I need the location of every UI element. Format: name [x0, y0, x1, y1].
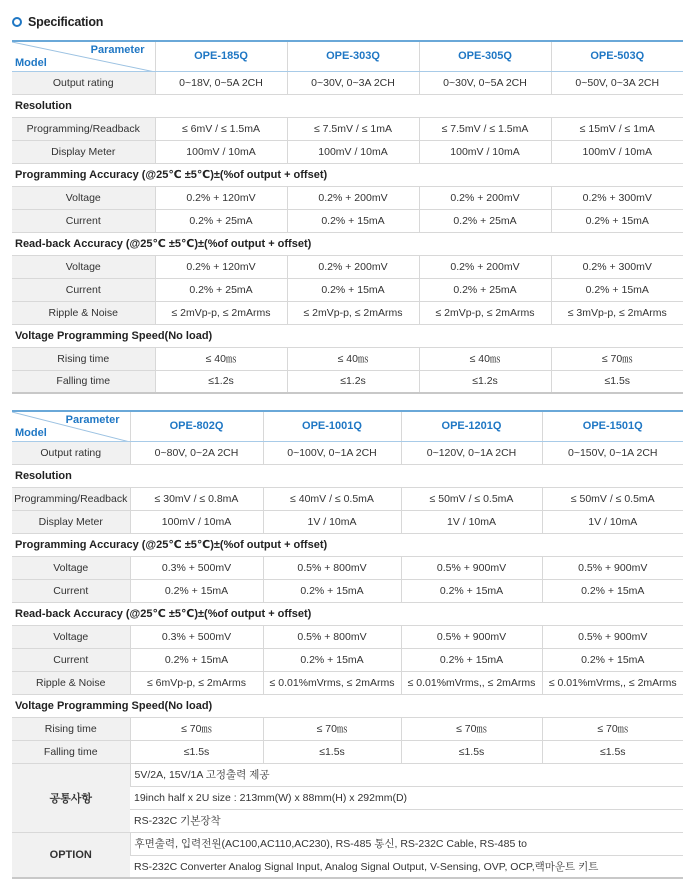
table-cell: 0.2% + 200mV: [287, 255, 419, 278]
table-cell: 100mV / 10mA: [130, 510, 263, 533]
model-header: OPE-802Q: [130, 411, 263, 441]
row-label: Current: [12, 579, 130, 602]
table-cell: 0.2% + 120mV: [155, 186, 287, 209]
table-cell: 0.5% + 900mV: [401, 625, 542, 648]
row-label: Rising time: [12, 717, 130, 740]
common-line: 5V/2A, 15V/1A 고정출력 제공: [130, 763, 683, 786]
table-cell: 0.5% + 800mV: [263, 625, 401, 648]
section-row: [12, 464, 683, 487]
table-cell: ≤ 70㎳: [401, 717, 542, 740]
table-cell: ≤1.2s: [287, 370, 419, 393]
table-cell: 0.3% + 500mV: [130, 556, 263, 579]
table-row: [12, 717, 683, 740]
row-label: Voltage: [12, 255, 155, 278]
table-cell: ≤ 0.01%mVrms,, ≤ 2mArms: [542, 671, 683, 694]
section-row: [12, 602, 683, 625]
row-label: Display Meter: [12, 510, 130, 533]
table-row: [12, 186, 683, 209]
table-cell: 1V / 10mA: [542, 510, 683, 533]
row-label: Programming/Readback: [12, 117, 155, 140]
table-row: [12, 209, 683, 232]
table-cell: 100mV / 10mA: [155, 140, 287, 163]
table-cell: ≤ 70㎳: [130, 717, 263, 740]
table-row: [12, 510, 683, 533]
table-cell: 1V / 10mA: [263, 510, 401, 533]
table-row: [12, 441, 683, 464]
table-cell: 0.2% + 120mV: [155, 255, 287, 278]
section-row: [12, 324, 683, 347]
model-header: OPE-185Q: [155, 41, 287, 71]
common-line: RS-232C 기본장착: [130, 809, 683, 832]
table-cell: 0.2% + 15mA: [287, 209, 419, 232]
model-header: OPE-1501Q: [542, 411, 683, 441]
row-label: Current: [12, 209, 155, 232]
row-label: Rising time: [12, 347, 155, 370]
table-cell: ≤ 7.5mV / ≤ 1mA: [287, 117, 419, 140]
corner-model-label: Model: [15, 426, 47, 439]
table-cell: 0~18V, 0~5A 2CH: [155, 71, 287, 94]
model-header: OPE-503Q: [551, 41, 683, 71]
table-cell: 0.5% + 900mV: [542, 625, 683, 648]
table-cell: 0~80V, 0~2A 2CH: [130, 441, 263, 464]
section-title: [12, 13, 103, 31]
table-cell: 0.2% + 300mV: [551, 255, 683, 278]
table-cell: 0.2% + 15mA: [401, 579, 542, 602]
row-label: Programming/Readback: [12, 487, 130, 510]
table-cell: ≤ 40mV / ≤ 0.5mA: [263, 487, 401, 510]
table-cell: ≤ 70㎳: [551, 347, 683, 370]
table-cell: 100mV / 10mA: [419, 140, 551, 163]
section-row: [12, 694, 683, 717]
table-row: [12, 278, 683, 301]
section-title-text: Specification: [28, 15, 104, 29]
spec-table-2: [12, 410, 683, 879]
row-label: Current: [12, 648, 130, 671]
row-label: Voltage: [12, 625, 130, 648]
table-cell: 0.5% + 800mV: [263, 556, 401, 579]
table-cell: 0.2% + 15mA: [542, 648, 683, 671]
option-label: OPTION: [12, 832, 130, 878]
table-cell: ≤1.5s: [551, 370, 683, 393]
table-row: [12, 140, 683, 163]
table-cell: 0.2% + 15mA: [130, 579, 263, 602]
table-cell: 0~30V, 0~5A 2CH: [419, 71, 551, 94]
corner-cell: [12, 41, 155, 71]
table-row: [12, 117, 683, 140]
row-label: Current: [12, 278, 155, 301]
table-cell: 0~150V, 0~1A 2CH: [542, 441, 683, 464]
table-cell: ≤1.2s: [155, 370, 287, 393]
table-row: [12, 671, 683, 694]
table-cell: 0.2% + 15mA: [551, 278, 683, 301]
table-cell: 0.2% + 15mA: [542, 579, 683, 602]
table-row: [12, 625, 683, 648]
table-cell: ≤ 0.01%mVrms, ≤ 2mArms: [263, 671, 401, 694]
table-cell: 0.2% + 200mV: [419, 186, 551, 209]
table-cell: ≤ 40㎳: [419, 347, 551, 370]
corner-parameter-label: Parameter: [90, 44, 145, 56]
table-cell: 0.2% + 200mV: [419, 255, 551, 278]
table-row: [12, 740, 683, 763]
section-heading: Resolution: [12, 94, 683, 117]
table-row: [12, 255, 683, 278]
table-cell: 0.2% + 25mA: [419, 209, 551, 232]
common-row: [12, 763, 683, 786]
row-label: Ripple & Noise: [12, 671, 130, 694]
common-line: 19inch half x 2U size : 213mm(W) x 88mm(H) x 292mm(D): [130, 786, 683, 809]
table-row: [12, 579, 683, 602]
table-cell: 100mV / 10mA: [287, 140, 419, 163]
table-cell: ≤ 15mV / ≤ 1mA: [551, 117, 683, 140]
corner-model-label: Model: [15, 56, 47, 69]
table-cell: ≤ 40㎳: [155, 347, 287, 370]
option-line: RS-232C Converter Analog Signal Input, Analog Signal Output, V-Sensing, OVP, OCP,랙마운트 키트: [130, 855, 683, 878]
table-row: [12, 487, 683, 510]
table-cell: ≤1.5s: [401, 740, 542, 763]
table-cell: 1V / 10mA: [401, 510, 542, 533]
table-header-row: [12, 411, 683, 441]
table-cell: ≤ 50mV / ≤ 0.5mA: [542, 487, 683, 510]
table-cell: ≤ 2mVp-p, ≤ 2mArms: [287, 301, 419, 324]
table-cell: ≤ 6mVp-p, ≤ 2mArms: [130, 671, 263, 694]
model-header: OPE-305Q: [419, 41, 551, 71]
section-heading: Voltage Programming Speed(No load): [12, 324, 683, 347]
table-cell: ≤ 30mV / ≤ 0.8mA: [130, 487, 263, 510]
table-cell: 0.2% + 15mA: [287, 278, 419, 301]
table-cell: ≤ 70㎳: [263, 717, 401, 740]
model-header: OPE-303Q: [287, 41, 419, 71]
section-heading: Read-back Accuracy (@25℃ ±5℃)±(%of output + offset): [12, 602, 683, 625]
table-header-row: [12, 41, 683, 71]
table-cell: 0.2% + 25mA: [155, 278, 287, 301]
section-row: [12, 94, 683, 117]
row-label: Falling time: [12, 740, 130, 763]
table-cell: ≤1.5s: [263, 740, 401, 763]
section-heading: Voltage Programming Speed(No load): [12, 694, 683, 717]
section-heading: Resolution: [12, 464, 683, 487]
row-label: Falling time: [12, 370, 155, 393]
table-cell: 0.5% + 900mV: [401, 556, 542, 579]
table-cell: ≤1.5s: [542, 740, 683, 763]
row-label: Voltage: [12, 186, 155, 209]
common-label: 공통사항: [12, 763, 130, 832]
table-cell: 0~100V, 0~1A 2CH: [263, 441, 401, 464]
section-heading: Programming Accuracy (@25℃ ±5℃)±(%of output + offset): [12, 533, 683, 556]
table-cell: 0.2% + 15mA: [263, 648, 401, 671]
table-cell: ≤ 6mV / ≤ 1.5mA: [155, 117, 287, 140]
table-cell: 0.2% + 300mV: [551, 186, 683, 209]
table-cell: 0.2% + 200mV: [287, 186, 419, 209]
spec-table-1: [12, 40, 683, 394]
table-cell: 0.3% + 500mV: [130, 625, 263, 648]
corner-cell: [12, 411, 130, 441]
row-label: Output rating: [12, 441, 130, 464]
table-cell: ≤1.2s: [419, 370, 551, 393]
table-cell: ≤ 2mVp-p, ≤ 2mArms: [155, 301, 287, 324]
option-line: 후면출력, 입력전원(AC100,AC110,AC230), RS-485 통신, RS-232C Cable, RS-485 to: [130, 832, 683, 855]
table-cell: 0~50V, 0~3A 2CH: [551, 71, 683, 94]
table-cell: 0~120V, 0~1A 2CH: [401, 441, 542, 464]
table-row: [12, 347, 683, 370]
model-header: OPE-1201Q: [401, 411, 542, 441]
table-cell: 0.2% + 25mA: [419, 278, 551, 301]
table-row: [12, 301, 683, 324]
table-row: [12, 71, 683, 94]
table-row: [12, 370, 683, 393]
section-row: [12, 163, 683, 186]
table-cell: 0~30V, 0~3A 2CH: [287, 71, 419, 94]
row-label: Ripple & Noise: [12, 301, 155, 324]
table-cell: ≤ 3mVp-p, ≤ 2mArms: [551, 301, 683, 324]
table-cell: ≤1.5s: [130, 740, 263, 763]
section-heading: Read-back Accuracy (@25℃ ±5℃)±(%of output + offset): [12, 232, 683, 255]
model-header: OPE-1001Q: [263, 411, 401, 441]
table-cell: ≤ 40㎳: [287, 347, 419, 370]
table-cell: ≤ 50mV / ≤ 0.5mA: [401, 487, 542, 510]
row-label: Voltage: [12, 556, 130, 579]
table-cell: 0.2% + 15mA: [551, 209, 683, 232]
table-cell: 0.2% + 15mA: [130, 648, 263, 671]
section-heading: Programming Accuracy (@25℃ ±5℃)±(%of output + offset): [12, 163, 683, 186]
table-cell: ≤ 70㎳: [542, 717, 683, 740]
table-cell: ≤ 7.5mV / ≤ 1.5mA: [419, 117, 551, 140]
option-row: [12, 832, 683, 855]
table-row: [12, 556, 683, 579]
table-row: [12, 648, 683, 671]
section-row: [12, 533, 683, 556]
table-cell: 0.2% + 15mA: [263, 579, 401, 602]
table-cell: 0.2% + 25mA: [155, 209, 287, 232]
section-row: [12, 232, 683, 255]
row-label: Display Meter: [12, 140, 155, 163]
table-cell: ≤ 2mVp-p, ≤ 2mArms: [419, 301, 551, 324]
corner-parameter-label: Parameter: [65, 414, 120, 426]
row-label: Output rating: [12, 71, 155, 94]
table-cell: ≤ 0.01%mVrms,, ≤ 2mArms: [401, 671, 542, 694]
table-cell: 100mV / 10mA: [551, 140, 683, 163]
table-cell: 0.5% + 900mV: [542, 556, 683, 579]
circle-bullet-icon: [12, 17, 22, 27]
table-cell: 0.2% + 15mA: [401, 648, 542, 671]
